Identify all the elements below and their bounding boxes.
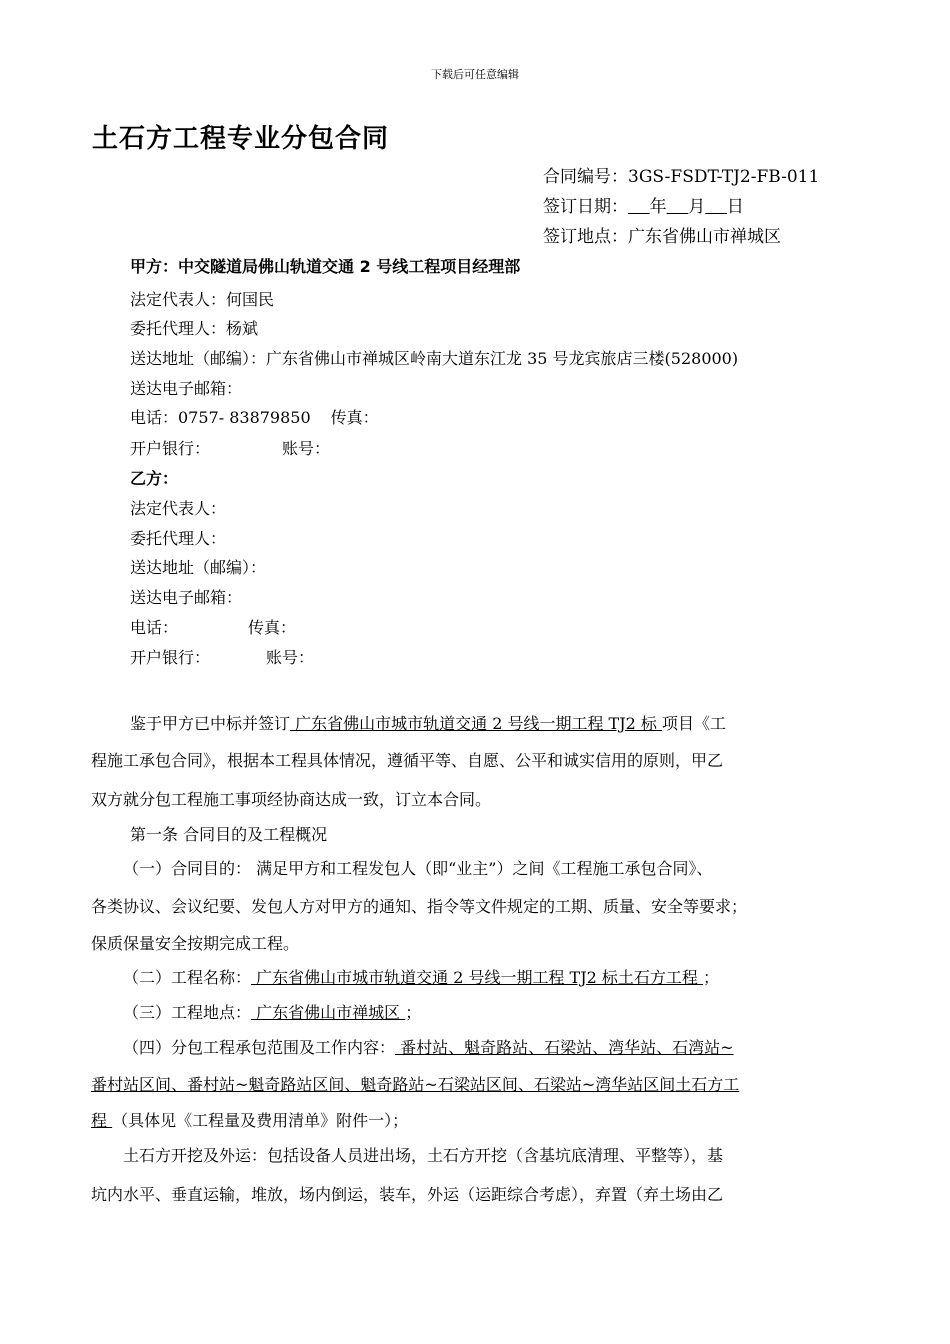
party-b-bank-account bbox=[130, 645, 314, 668]
project-name-end: ； bbox=[702, 968, 719, 987]
party-b-phone: 电话： bbox=[130, 618, 179, 637]
contract-number: 合同编号：3GS-FSDT-TJ2-FB-011 bbox=[543, 167, 820, 187]
sign-date-month: 月 bbox=[688, 197, 706, 217]
scope-value-1: 番村站、魁奇路站、石梁站、湾华站、石湾站~ bbox=[395, 1038, 734, 1057]
scope-line-2: 番村站区间、番村站~魁奇路站区间、魁奇路站~石梁站区间、石梁站~湾华站区间土石方工 bbox=[91, 1075, 740, 1094]
party-a-address: 送达地址（邮编）：广东省佛山市禅城区岭南大道东江龙 35 号龙宾旅店三楼(528000) bbox=[130, 349, 739, 368]
party-a-phone: 电话：0757- 83879850 bbox=[130, 408, 311, 427]
sign-place: 签订地点：广东省佛山市禅城区 bbox=[543, 227, 781, 247]
party-a-account: 账号： bbox=[282, 439, 331, 458]
party-b-email: 送达电子邮箱： bbox=[130, 588, 243, 607]
party-b-fax: 传真： bbox=[248, 618, 297, 637]
project-name-value: 广东省佛山市城市轨道交通 2 号线一期工程 TJ2 标土石方工程 bbox=[251, 968, 703, 987]
purpose-line-2: 各类协议、会议纪要、发包人方对甲方的通知、指令等文件规定的工期、质量、安全等要求； bbox=[91, 897, 748, 916]
document-title: 土石方工程专业分包合同 bbox=[92, 124, 390, 154]
party-a-legal-rep: 法定代表人：何国民 bbox=[130, 290, 275, 309]
preamble-line-1 bbox=[130, 711, 726, 734]
party-a-name: 甲方：中交隧道局佛山轨道交通 2 号线工程项目经理部 bbox=[130, 257, 521, 276]
party-b-account: 账号： bbox=[266, 648, 315, 667]
project-place-end: ； bbox=[405, 1003, 422, 1022]
scope-label: （四）分包工程承包范围及工作内容： bbox=[123, 1038, 396, 1057]
party-a-agent: 委托代理人：杨斌 bbox=[130, 319, 259, 338]
purpose-line-3: 保质保量安全按期完成工程。 bbox=[91, 934, 300, 953]
party-b-name: 乙方： bbox=[130, 469, 179, 488]
scope-end: （具体见《工程量及费用清单》附件一）； bbox=[112, 1111, 409, 1130]
party-a-phone-fax bbox=[130, 405, 379, 428]
scope-value-3: 程 bbox=[91, 1111, 113, 1130]
project-place-line bbox=[123, 1000, 421, 1023]
header-note: 下载后可任意编辑 bbox=[431, 68, 519, 81]
scope-line-1 bbox=[123, 1035, 734, 1058]
preamble-cont: 项目《工 bbox=[661, 714, 726, 733]
party-a-fax: 传真： bbox=[330, 408, 379, 427]
party-b-legal-rep: 法定代表人： bbox=[130, 499, 227, 518]
purpose-line-1: （一）合同目的： 满足甲方和工程发包人（即“业主”）之间《工程施工承包合同》、 bbox=[123, 859, 713, 878]
party-a-bank-account bbox=[130, 436, 330, 459]
preamble-line-2: 程施工承包合同》，根据本工程具体情况，遵循平等、自愿、公平和诚实信用的原则，甲乙 bbox=[91, 751, 724, 770]
project-name-label: （二）工程名称： bbox=[123, 968, 252, 987]
party-b-agent: 委托代理人： bbox=[130, 529, 227, 548]
sign-date-label: 签订日期： bbox=[543, 197, 628, 217]
party-a-email: 送达电子邮箱： bbox=[130, 379, 243, 398]
preamble-project-name: 广东省佛山市城市轨道交通 2 号线一期工程 TJ2 标 bbox=[290, 714, 662, 733]
earthwork-line-2: 坑内水平、垂直运输，堆放，场内倒运，装车，外运（运距综合考虑），弃置（弃土场由乙 bbox=[91, 1185, 724, 1204]
party-b-address: 送达地址（邮编）： bbox=[130, 558, 267, 577]
sign-date-blank-day bbox=[705, 197, 727, 217]
project-name-line bbox=[123, 965, 719, 988]
sign-date bbox=[543, 192, 744, 217]
project-place-value: 广东省佛山市禅城区 bbox=[251, 1003, 406, 1022]
sign-date-blank-year bbox=[628, 197, 650, 217]
article-1-heading: 第一条 合同目的及工程概况 bbox=[130, 825, 328, 844]
scope-line-3 bbox=[91, 1108, 408, 1131]
sign-date-day: 日 bbox=[726, 197, 744, 217]
preamble-intro: 鉴于甲方已中标并签订 bbox=[130, 714, 291, 733]
project-place-label: （三）工程地点： bbox=[123, 1003, 252, 1022]
party-b-bank: 开户银行： bbox=[130, 648, 211, 667]
earthwork-line-1: 土石方开挖及外运：包括设备人员进出场，土石方开挖（含基坑底清理、平整等），基 bbox=[123, 1146, 724, 1165]
sign-date-blank-month bbox=[667, 197, 689, 217]
sign-date-year: 年 bbox=[649, 197, 667, 217]
party-a-bank: 开户银行： bbox=[130, 439, 211, 458]
party-b-phone-fax bbox=[130, 615, 296, 638]
preamble-line-3: 双方就分包工程施工事项经协商达成一致，订立本合同。 bbox=[91, 790, 492, 809]
